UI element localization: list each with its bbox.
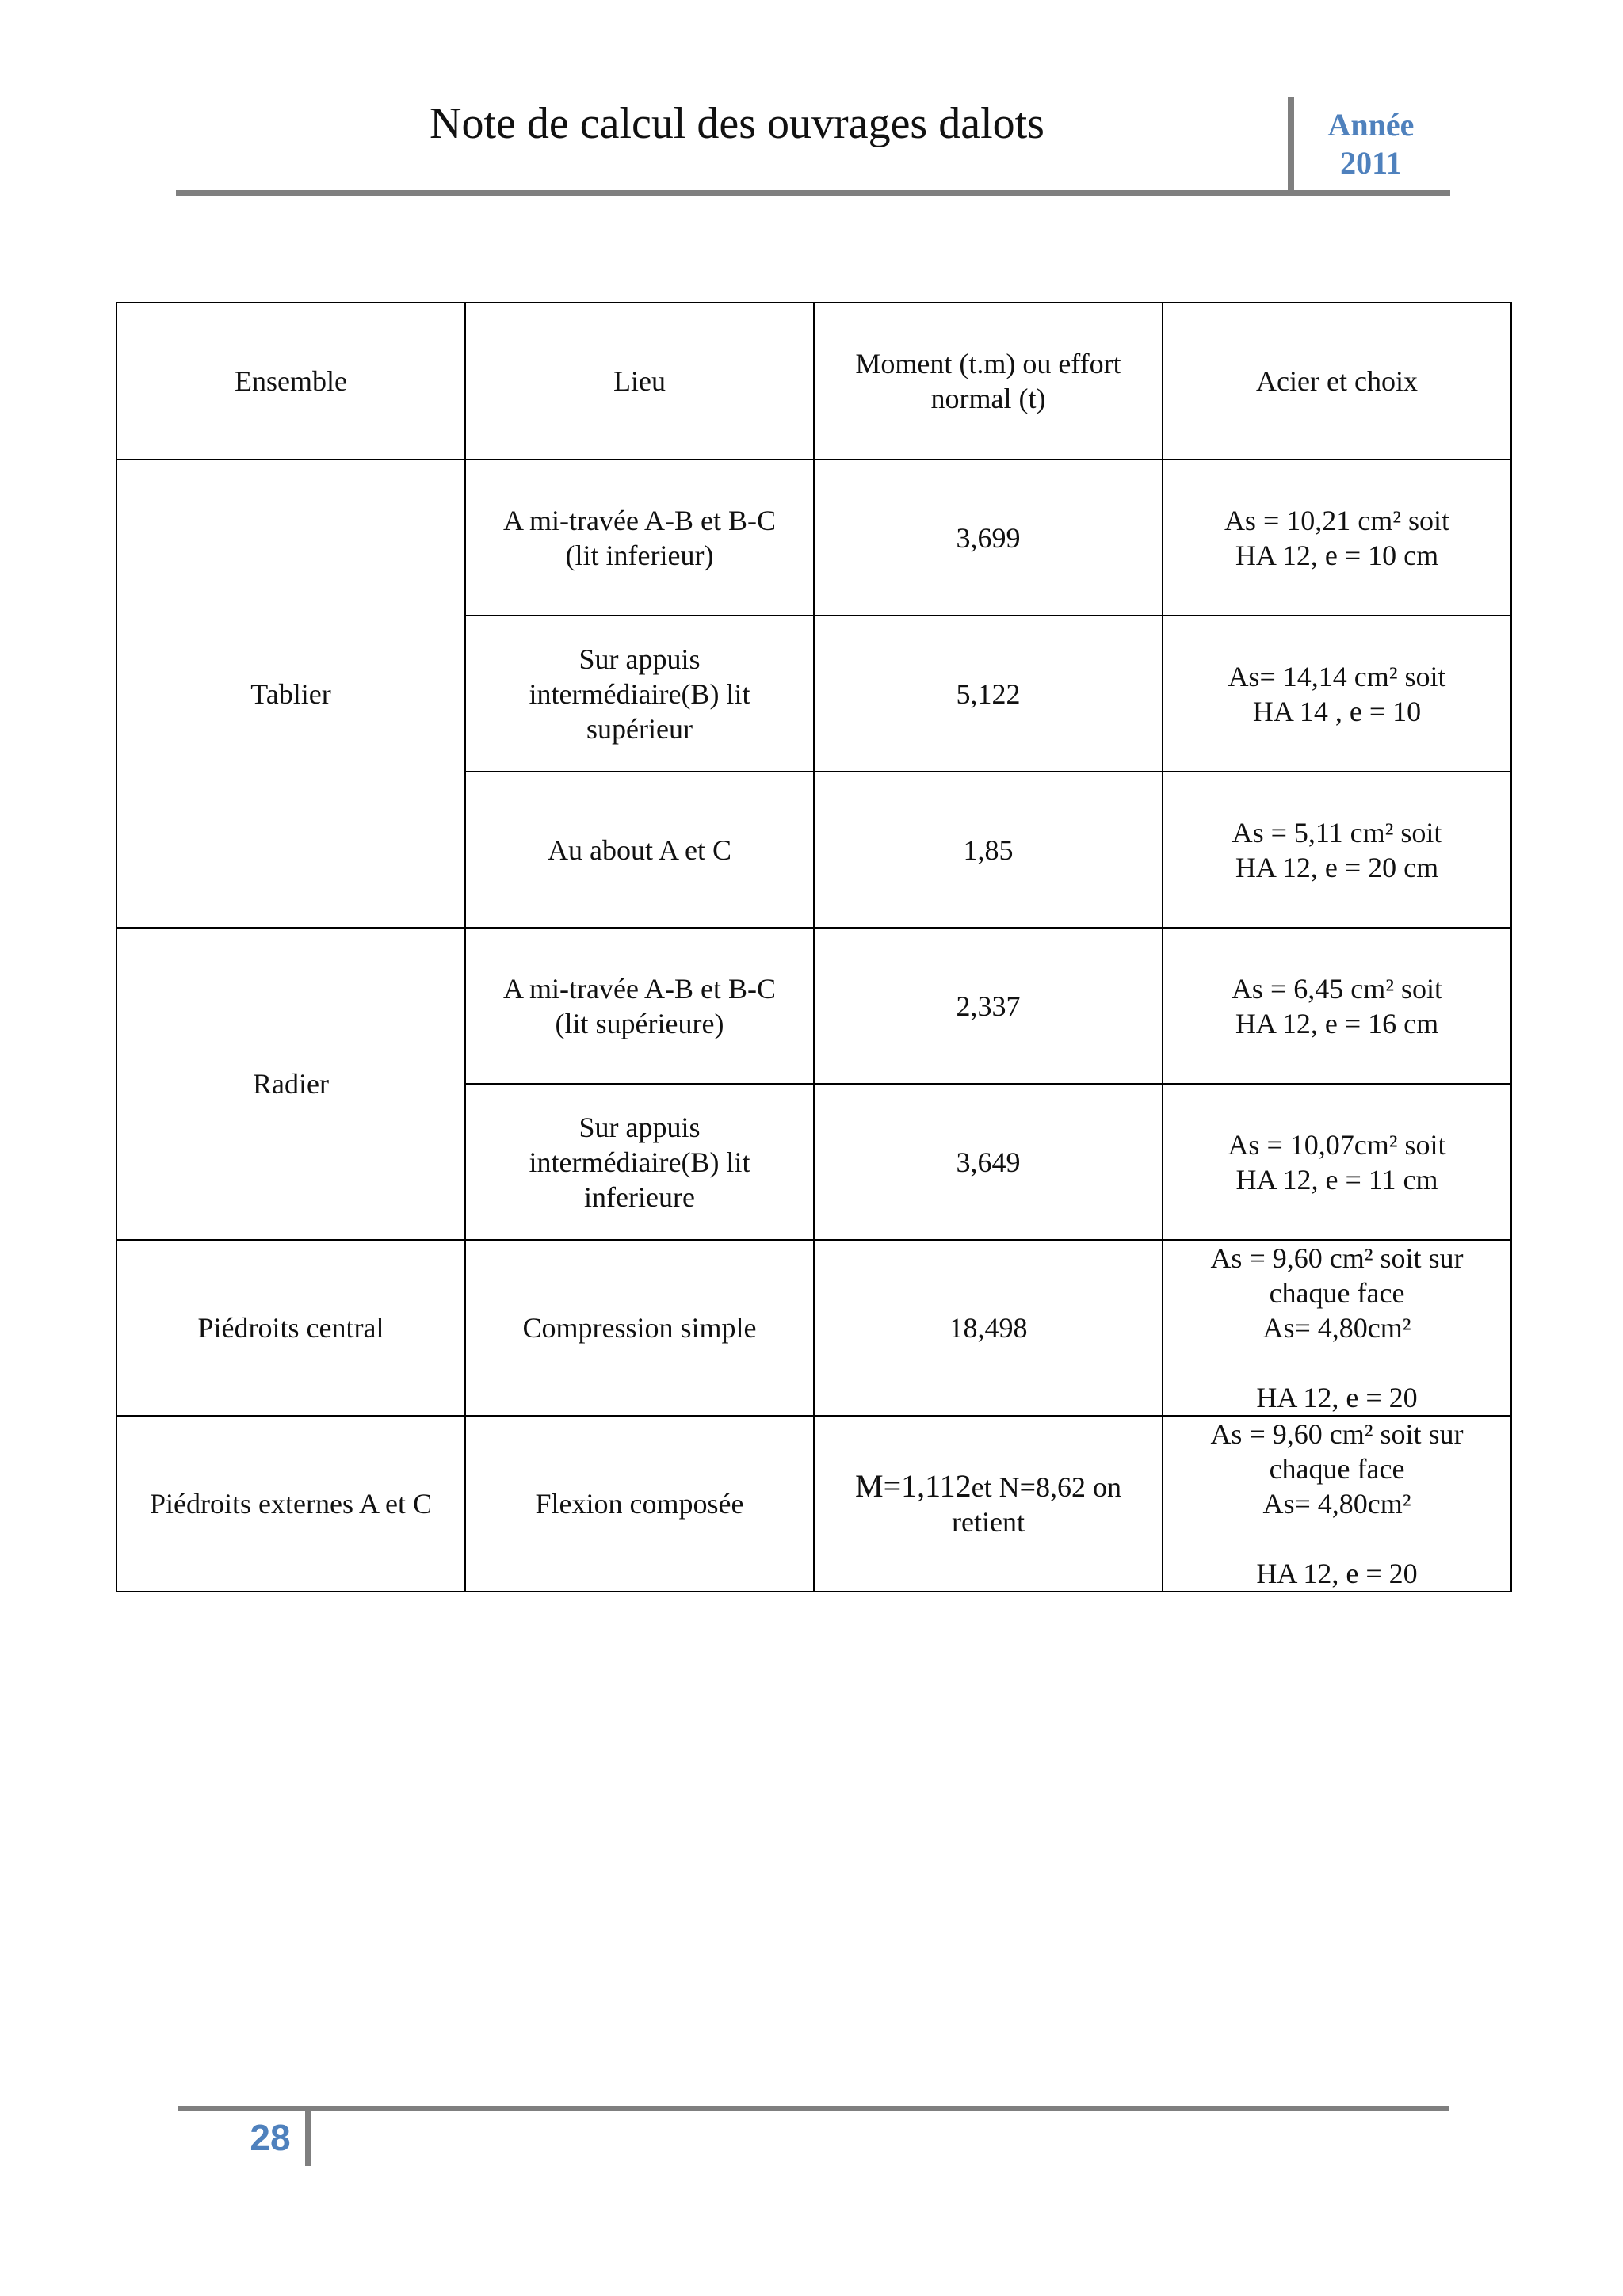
header-divider <box>1288 97 1294 193</box>
ensemble-cell: Radier <box>116 928 465 1240</box>
acier-cell: As = 10,21 cm² soit HA 12, e = 10 cm <box>1163 460 1511 616</box>
lieu-cell: Sur appuis intermédiaire(B) lit supérieur <box>465 616 814 772</box>
acier-cell: As= 14,14 cm² soit HA 14 , e = 10 <box>1163 616 1511 772</box>
moment-cell <box>814 1416 1163 1592</box>
table-row <box>116 1416 1511 1592</box>
acier-cell: As = 10,07cm² soit HA 12, e = 11 cm <box>1163 1084 1511 1240</box>
moment-cell: 3,699 <box>814 460 1163 616</box>
lieu-cell: Flexion composée <box>465 1416 814 1592</box>
header-year-block <box>1308 106 1434 182</box>
acier-cell: As = 6,45 cm² soit HA 12, e = 16 cm <box>1163 928 1511 1084</box>
lieu-cell: Sur appuis intermédiaire(B) lit inferieure <box>465 1084 814 1240</box>
lieu-cell: A mi-travée A-B et B-C (lit inferieur) <box>465 460 814 616</box>
footer-rule <box>178 2106 1449 2111</box>
reinforcement-table <box>116 302 1512 1592</box>
header-ensemble: Ensemble <box>116 303 465 460</box>
ensemble-cell: Tablier <box>116 460 465 928</box>
moment-cell: 3,649 <box>814 1084 1163 1240</box>
header-rule <box>176 190 1450 196</box>
moment-cell: 18,498 <box>814 1240 1163 1416</box>
acier-cell: As = 9,60 cm² soit sur chaque face As= 4,80cm² HA 12, e = 20 <box>1163 1240 1511 1416</box>
moment-detail: et N=8,62 on retient <box>952 1470 1121 1538</box>
lieu-cell: A mi-travée A-B et B-C (lit supérieure) <box>465 928 814 1084</box>
lieu-cell: Compression simple <box>465 1240 814 1416</box>
table-row <box>116 928 1511 1084</box>
ensemble-cell: Piédroits externes A et C <box>116 1416 465 1592</box>
table-row <box>116 1240 1511 1416</box>
header-lieu: Lieu <box>465 303 814 460</box>
moment-cell: 5,122 <box>814 616 1163 772</box>
year-label: Année <box>1327 107 1415 143</box>
header-acier: Acier et choix <box>1163 303 1511 460</box>
moment-cell: 1,85 <box>814 772 1163 928</box>
footer-divider <box>305 2107 311 2166</box>
acier-cell: As = 5,11 cm² soit HA 12, e = 20 cm <box>1163 772 1511 928</box>
table-header-row <box>116 303 1511 460</box>
page-number: 28 <box>250 2117 291 2158</box>
document-title: Note de calcul des ouvrages dalots <box>430 99 1044 148</box>
moment-cell: 2,337 <box>814 928 1163 1084</box>
table-row <box>116 460 1511 616</box>
moment-value: M=1,112 <box>855 1467 972 1504</box>
year-value: 2011 <box>1340 145 1402 181</box>
ensemble-cell: Piédroits central <box>116 1240 465 1416</box>
header-moment: Moment (t.m) ou effort normal (t) <box>814 303 1163 460</box>
lieu-cell: Au about A et C <box>465 772 814 928</box>
acier-cell: As = 9,60 cm² soit sur chaque face As= 4,80cm² HA 12, e = 20 <box>1163 1416 1511 1592</box>
